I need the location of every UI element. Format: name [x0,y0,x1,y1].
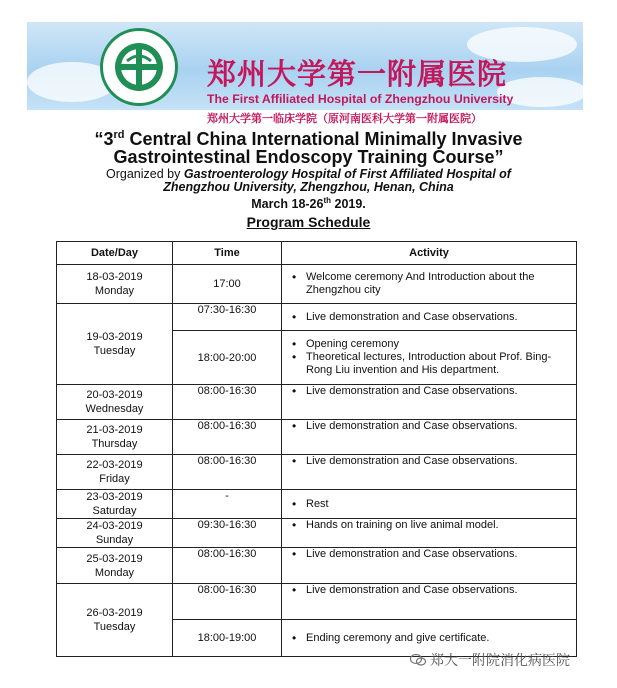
course-title-line1: “3rd Central China International Minimally Invasive [94,129,523,149]
activity-cell [282,455,577,490]
header-activity: Activity [282,242,577,265]
organizer-line1: Organized by Gastroenterology Hospital of First Affiliated Hospital of [106,167,511,181]
time-cell: 07:30-16:30 [173,304,282,331]
table-row [57,385,577,420]
table-row [57,265,577,304]
activity-cell [282,304,577,331]
time-cell: 08:00-16:30 [173,420,282,455]
table-row [57,584,577,620]
activity-item: • Live demonstration and Case observations. [306,311,576,324]
table-header-row [57,242,577,265]
hospital-banner [27,22,583,125]
organizer-line2: Zhengzhou University, Zhengzhou, Henan, China [163,180,454,194]
activity-item: • Welcome ceremony And Introduction about the Zhengzhou city [306,271,576,297]
activity-item: • Hands on training on live animal model. [306,519,576,532]
table-row [57,420,577,455]
course-dates: March 18-26th 2019. [251,196,366,212]
program-schedule-table [56,241,577,657]
hospital-subname-cn: 郑州大学第一临床学院（原河南医科大学第一附属医院） [207,113,482,125]
date-cell: 23-03-2019 Saturday [57,490,173,519]
table-row [57,455,577,490]
wechat-icon [410,654,426,666]
table-row [57,519,577,548]
time-cell: - [173,490,282,519]
hospital-name-en: The First Affiliated Hospital of Zhengzhou University [207,92,514,106]
table-row [57,490,577,519]
time-cell: 08:00-16:30 [173,455,282,490]
time-cell: 18:00-19:00 [173,620,282,657]
schedule-heading: Program Schedule [246,214,371,230]
date-cell: 18-03-2019 Monday [57,265,173,304]
activity-item: • Theoretical lectures, Introduction about Prof. Bing-Rong Liu invention and His department. [306,351,576,377]
activity-item: • Live demonstration and Case observations. [306,420,576,433]
activity-cell [282,519,577,548]
time-cell: 08:00-16:30 [173,385,282,420]
activity-item: • Rest [306,498,576,511]
time-cell: 08:00-16:30 [173,584,282,620]
date-cell: 22-03-2019 Friday [57,455,173,490]
activity-item: • Live demonstration and Case observations. [306,455,576,468]
hospital-logo [100,28,178,106]
hospital-name-cn: 郑州大学第一附属医院 [207,57,508,91]
header-time: Time [173,242,282,265]
time-cell: 18:00-20:00 [173,331,282,385]
activity-item: • Live demonstration and Case observations. [306,584,576,597]
activity-cell [282,331,577,385]
activity-cell [282,420,577,455]
date-cell: 20-03-2019 Wednesday [57,385,173,420]
activity-item: • Live demonstration and Case observations. [306,548,576,561]
course-title-line2: Gastrointestinal Endoscopy Training Course” [113,147,504,167]
activity-item: • Ending ceremony and give certificate. [306,632,576,645]
activity-cell [282,265,577,304]
time-cell: 17:00 [173,265,282,304]
wechat-watermark: 郑大一附院消化病医院 [410,650,570,670]
activity-item: • Live demonstration and Case observations. [306,385,576,398]
time-cell: 09:30-16:30 [173,519,282,548]
date-cell: 26-03-2019 Tuesday [57,584,173,657]
table-row [57,304,577,331]
table-row [57,548,577,584]
activity-cell [282,548,577,584]
date-cell: 25-03-2019 Monday [57,548,173,584]
date-cell: 19-03-2019 Tuesday [57,304,173,385]
time-cell: 08:00-16:30 [173,548,282,584]
activity-item: • Opening ceremony [306,338,576,351]
activity-cell [282,490,577,519]
activity-cell [282,385,577,420]
date-cell: 21-03-2019 Thursday [57,420,173,455]
date-cell: 24-03-2019 Sunday [57,519,173,548]
activity-cell [282,584,577,620]
header-date: Date/Day [57,242,173,265]
